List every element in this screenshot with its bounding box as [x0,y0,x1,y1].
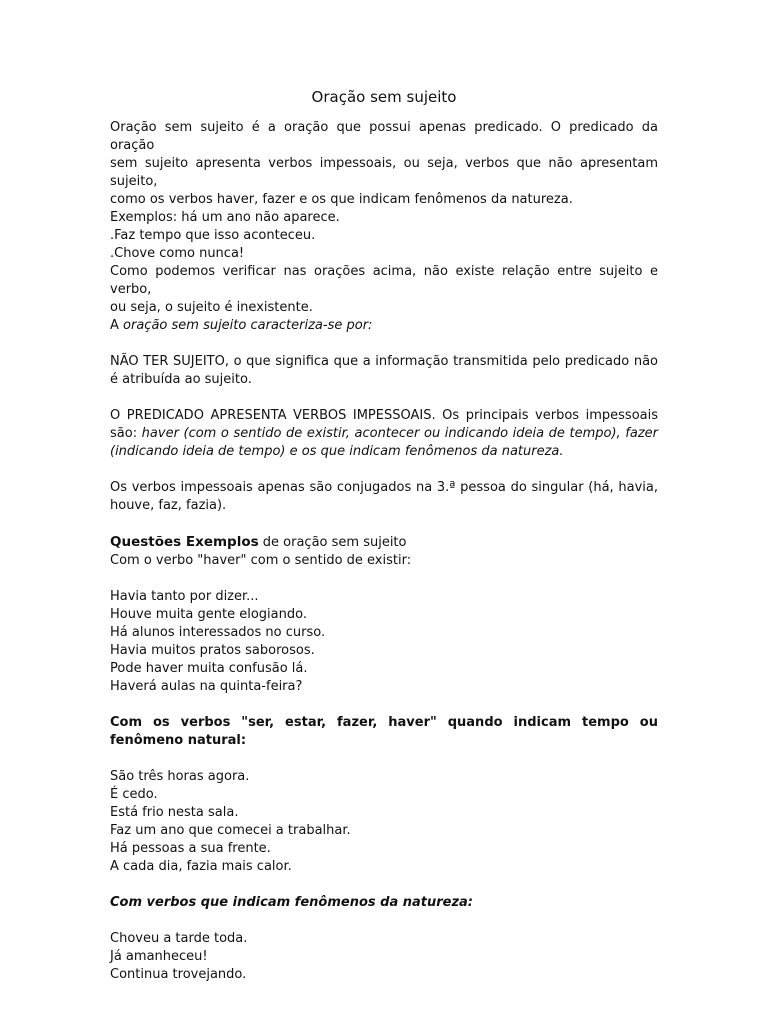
observation-line: ou seja, o sujeito é inexistente. [110,300,313,315]
list-item: É cedo. [110,787,158,802]
questions-heading-bold: Questões Exemplos [110,534,259,550]
list-item: Pode haver muita confusão lá. [110,661,308,676]
characteristics-prefix: A [110,318,124,333]
intro-line: sem sujeito apresenta verbos impessoais, ou seja, verbos que não apresentam sujeito, [110,156,658,189]
intro-line: Oração sem sujeito é a oração que possui apenas predicado. O predicado da oração [110,120,658,153]
list-item: Havia tanto por dizer... [110,589,259,604]
list-item: São três horas agora. [110,769,250,784]
example-line: Exemplos: há um ano não aparece. [110,210,340,225]
list-item: Choveu a tarde toda. [110,931,248,946]
characteristics-italic: oração sem sujeito caracteriza-se por: [123,318,373,333]
example-line: .Faz tempo que isso aconteceu. [110,228,316,243]
characteristic-impersonal-verbs [110,407,658,461]
list-item: Continua trovejando. [110,967,247,982]
list-item: Havia muitos pratos saborosos. [110,643,315,658]
list-item: Haverá aulas na quinta-feira? [110,679,303,694]
questions-heading-rest: de oração sem sujeito [258,535,407,550]
list-item: Há pessoas a sua frente. [110,841,271,856]
haver-intro: Com o verbo "haver" com o sentido de existir: [110,553,412,568]
observation-line: Como podemos verificar nas orações acima, não existe relação entre sujeito e verbo, [110,264,658,297]
natureza-heading: Com verbos que indicam fenômenos da natureza: [110,895,474,910]
list-item: Faz um ano que comecei a trabalhar. [110,823,351,838]
intro-line: como os verbos haver, fazer e os que indicam fenômenos da natureza. [110,192,573,207]
list-item: Está frio nesta sala. [110,805,239,820]
list-item: Há alunos interessados no curso. [110,625,326,640]
characteristic-no-subject: NÃO TER SUJEITO, o que significa que a informação transmitida pelo predicado não é atribuída ao sujeito. [110,354,658,387]
list-item: Houve muita gente elogiando. [110,607,307,622]
conjugation-note: Os verbos impessoais apenas são conjugados na 3.ª pessoa do singular (há, havia, houve, faz, fazia). [110,480,658,513]
list-item: A cada dia, fazia mais calor. [110,859,292,874]
document-title: Oração sem sujeito [311,88,457,106]
impersonal-verbs-list: haver (com o sentido de existir, acontecer ou indicando ideia de tempo), fazer (indicando ideia de tempo) e os que indicam fenômenos da natureza. [110,426,658,459]
list-item: Já amanheceu! [110,949,208,964]
characteristics-intro [110,317,658,335]
questions-heading [110,533,658,552]
tempo-heading: Com os verbos "ser, estar, fazer, haver" quando indicam tempo ou fenômeno natural: [110,715,658,748]
impersonal-verbs-text: O PREDICADO APRESENTA VERBOS IMPESSOAIS. Os principais verbos impessoais são: [110,408,658,441]
example-line: .Chove como nunca! [110,246,245,261]
